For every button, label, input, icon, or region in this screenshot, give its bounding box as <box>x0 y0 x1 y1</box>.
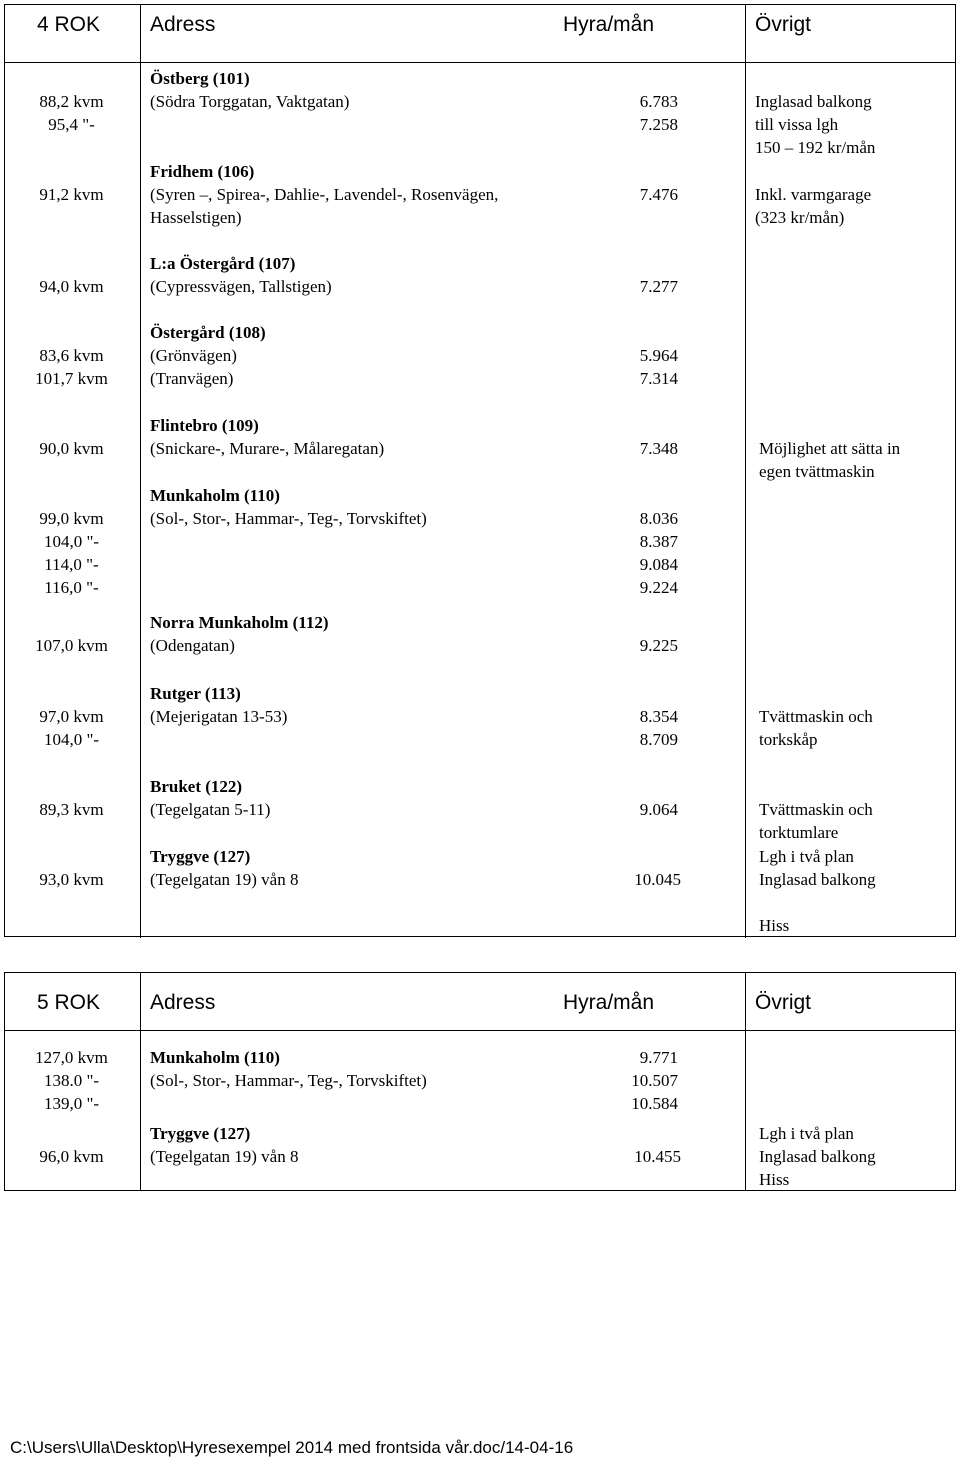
address-cell <box>150 67 349 113</box>
area-cell: 107,0 kvm <box>35 636 108 655</box>
address-cell <box>150 484 427 530</box>
area-cell: 91,2 kvm <box>39 185 104 204</box>
table-header <box>5 973 955 1031</box>
rent-cell: 8.354 8.709 <box>639 707 678 749</box>
header-rooms: 4 ROK <box>37 13 101 36</box>
property-name: Tryggve (127) <box>150 847 251 866</box>
area-cell: 94,0 kvm <box>39 277 104 296</box>
streets: (Tegelgatan 19) vån 8 <box>150 870 299 889</box>
address-cell <box>150 321 266 390</box>
property-name: L:a Östergård (107) <box>150 254 296 273</box>
rent-cell: 6.783 7.258 <box>639 92 678 134</box>
address-cell <box>150 682 287 728</box>
streets: (Syren –, Spirea-, Dahlie-, Lavendel-, Rosenvägen, <box>150 185 499 204</box>
header-rent: Hyra/mån <box>563 991 655 1014</box>
table-header <box>5 5 955 63</box>
header-address: Adress <box>150 13 216 36</box>
streets: (Sol-, Stor-, Hammar-, Teg-, Torvskiftet) <box>150 509 427 528</box>
area-cell: 99,0 kvm 104,0 "- 114,0 "- 116,0 "- <box>39 509 104 597</box>
streets: (Tegelgatan 19) vån 8 <box>150 1147 299 1166</box>
table-4-rok <box>4 4 956 937</box>
streets: (Cypressvägen, Tallstigen) <box>150 277 332 296</box>
address-cell <box>150 611 329 657</box>
property-name: Östberg (101) <box>150 69 250 88</box>
other-cell: Inglasad balkong till vissa lgh 150 – 192 kr/mån <box>755 92 876 157</box>
rent-cell: 9.771 10.507 10.584 <box>631 1048 678 1113</box>
other-cell: Lgh i två plan Inglasad balkong Hiss <box>759 1124 876 1189</box>
streets: (Grönvägen) <box>150 346 237 365</box>
rent-cell: 9.064 <box>639 800 678 819</box>
streets: (Mejerigatan 13-53) <box>150 707 288 726</box>
file-path-footer: C:\Users\Ulla\Desktop\Hyresexempel 2014 med frontsida vår.doc/14-04-16 <box>10 1438 574 1457</box>
area-cell: 88,2 kvm 95,4 "- <box>39 92 104 134</box>
area-cell: 96,0 kvm <box>39 1147 104 1166</box>
header-rent: Hyra/mån <box>563 13 655 36</box>
header-other: Övrigt <box>755 13 812 36</box>
streets: (Södra Torggatan, Vaktgatan) <box>150 92 350 111</box>
area-cell: 93,0 kvm <box>39 870 104 889</box>
other-cell: Tvättmaskin och torktumlare <box>759 800 873 842</box>
property-name: Östergård (108) <box>150 323 266 342</box>
other-cell: Inkl. varmgarage (323 kr/mån) <box>755 185 872 227</box>
other-cell: Tvättmaskin och torkskåp <box>759 707 873 749</box>
streets: (Snickare-, Murare-, Målaregatan) <box>150 439 385 458</box>
header-other: Övrigt <box>755 991 812 1014</box>
header-address: Adress <box>150 991 216 1014</box>
streets: (Sol-, Stor-, Hammar-, Teg-, Torvskiftet) <box>150 1071 427 1090</box>
table-5-rok <box>4 972 956 1191</box>
property-name: Norra Munkaholm (112) <box>150 613 329 632</box>
property-name: Munkaholm (110) <box>150 1048 280 1067</box>
property-name: Munkaholm (110) <box>150 486 280 505</box>
streets: Hasselstigen) <box>150 208 242 227</box>
area-cell: 83,6 kvm 101,7 kvm <box>35 346 108 388</box>
other-cell: Möjlighet att sätta in egen tvättmaskin <box>759 439 901 481</box>
rent-cell: 10.455 <box>634 1147 681 1166</box>
streets: (Odengatan) <box>150 636 235 655</box>
rent-cell: 8.036 8.387 9.084 9.224 <box>639 509 678 597</box>
rent-cell: 5.964 7.314 <box>639 346 678 388</box>
address-cell <box>150 1122 298 1168</box>
address-cell <box>150 252 332 298</box>
property-name: Flintebro (109) <box>150 416 259 435</box>
rent-cell: 7.348 <box>639 439 678 458</box>
property-name: Rutger (113) <box>150 684 241 703</box>
rent-cell: 7.476 <box>639 185 678 204</box>
address-cell <box>150 1046 427 1092</box>
other-cell: Lgh i två plan Inglasad balkong Hiss <box>759 847 876 935</box>
area-cell: 97,0 kvm 104,0 "- <box>39 707 104 749</box>
address-cell <box>150 775 270 821</box>
rent-cell: 9.225 <box>639 636 678 655</box>
address-cell <box>150 414 384 460</box>
rent-cell: 10.045 <box>634 870 681 889</box>
address-cell <box>150 845 298 891</box>
property-name: Bruket (122) <box>150 777 243 796</box>
streets: (Tranvägen) <box>150 369 234 388</box>
property-name: Tryggve (127) <box>150 1124 251 1143</box>
area-cell: 127,0 kvm 138.0 "- 139,0 "- <box>35 1048 108 1113</box>
address-cell <box>150 160 498 229</box>
streets: (Tegelgatan 5-11) <box>150 800 271 819</box>
area-cell: 90,0 kvm <box>39 439 104 458</box>
rent-cell: 7.277 <box>639 277 678 296</box>
property-name: Fridhem (106) <box>150 162 255 181</box>
header-rooms: 5 ROK <box>37 991 101 1014</box>
area-cell: 89,3 kvm <box>39 800 104 819</box>
